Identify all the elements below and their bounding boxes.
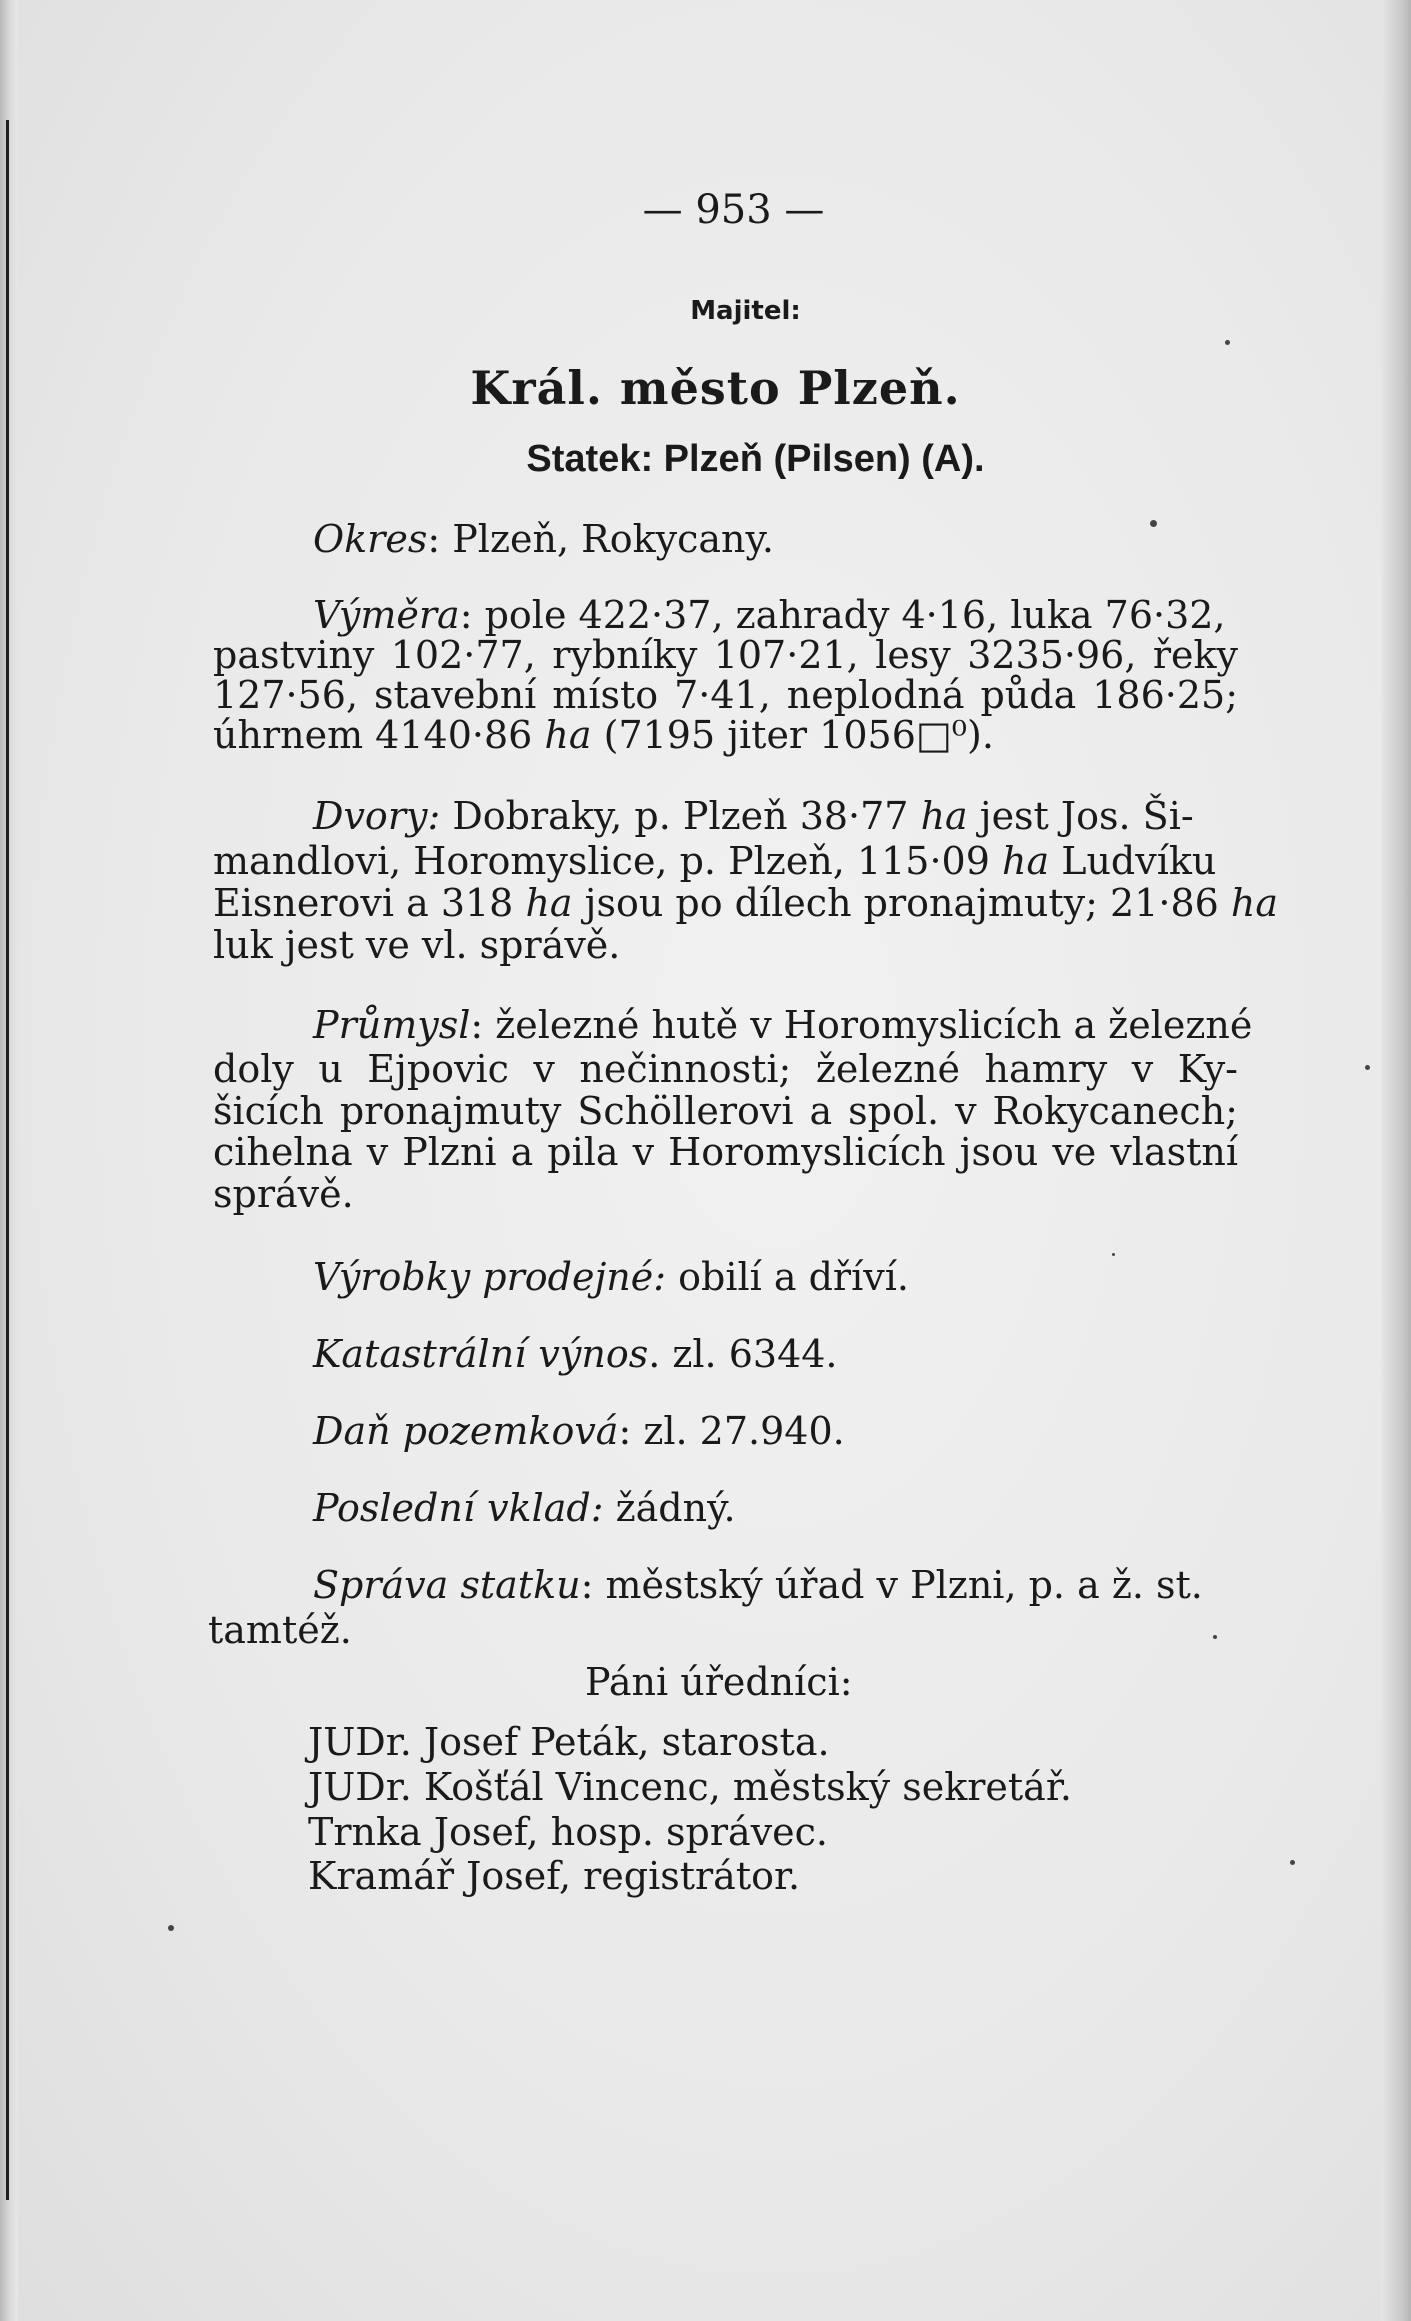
official-entry: JUDr. Josef Peták, starosta. (308, 1720, 830, 1764)
dvory-line-3 (213, 881, 1279, 925)
vymera-line-3: 127·56, stavební místo 7·41, neplodná půda 186·25; (213, 673, 1238, 717)
vymera-line-4 (213, 713, 994, 757)
official-entry: JUDr. Košťál Vincenc, městský sekretář. (308, 1765, 1072, 1809)
sprava-label: Správa statku (313, 1563, 581, 1607)
okres-separator: : (427, 517, 453, 561)
unit-ha: ha (1230, 881, 1279, 925)
dvory-line-1-a: Dobraky, p. Plzeň 38·77 (440, 794, 921, 838)
unit-ha: ha (525, 881, 573, 925)
vymera-line-1-text: : pole 422·37, zahrady 4·16, luka 76·32, (459, 593, 1226, 637)
estate-name: Statek: Plzeň (Pilsen) (A). (526, 438, 985, 480)
vklad-value: žádný. (603, 1486, 736, 1530)
unit-ha: ha (544, 713, 592, 757)
vymera-total: úhrnem 4140·86 (213, 713, 545, 757)
prumysl-line-1-text: : železné hutě v Horomyslicích a železné (470, 1003, 1253, 1047)
vymera-line-1 (313, 593, 1226, 637)
vymera-jiter: (7195 jiter 1056□⁰). (591, 713, 994, 757)
dvory-line-3-a: Eisnerovi a 318 (213, 881, 526, 925)
page-number: — 953 — (642, 187, 825, 233)
dvory-line-2-b: Ludvíku (1049, 839, 1217, 883)
dvory-line-1-b: jest Jos. Ši- (967, 794, 1194, 838)
vyrobky-value: obilí a dříví. (666, 1255, 909, 1299)
dan-line (313, 1409, 845, 1453)
prumysl-line-1 (313, 1003, 1253, 1047)
unit-ha: ha (1001, 839, 1050, 883)
prumysl-line-2: doly u Ejpovic v nečinnosti; železné hamry v Ky- (213, 1047, 1238, 1091)
official-entry: Trnka Josef, hosp. správec. (308, 1810, 829, 1854)
vyrobky-label: Výrobky prodejné: (313, 1255, 667, 1299)
prumysl-line-3: šicích pronajmuty Schöllerovi a spol. v Rokycanech; (213, 1089, 1238, 1133)
prumysl-line-5: správě. (213, 1172, 354, 1216)
dan-value: : zl. 27.940. (618, 1409, 845, 1453)
katastr-value: . zl. 6344. (648, 1332, 838, 1376)
vklad-label: Poslední vklad: (313, 1486, 604, 1530)
dvory-line-2-a: mandlovi, Horomyslice, p. Plzeň, 115·09 (213, 839, 1002, 883)
vymera-label: Výměra (313, 593, 460, 637)
officials-heading: Páni úředníci: (585, 1660, 853, 1704)
dvory-label: Dvory: (313, 794, 441, 838)
sprava-line-1-text: : městský úřad v Plzni, p. a ž. st. (580, 1563, 1203, 1607)
dvory-line-1 (313, 794, 1194, 838)
dan-label: Daň pozemková (313, 1409, 619, 1453)
dvory-line-2 (213, 839, 1217, 883)
official-entry: Kramář Josef, registrátor. (308, 1854, 801, 1898)
unit-ha: ha (920, 794, 968, 838)
dvory-line-4: luk jest ve vl. správě. (213, 923, 621, 967)
okres-line (313, 517, 774, 561)
dvory-line-3-b: jsou po dílech pronajmuty; 21·86 (572, 881, 1231, 925)
sprava-line-2: tamtéž. (208, 1608, 352, 1652)
okres-value: Plzeň, Rokycany. (452, 517, 774, 561)
katastr-label: Katastrální výnos (313, 1332, 649, 1376)
vklad-line (313, 1486, 736, 1530)
okres-label: Okres (313, 517, 428, 561)
katastr-line (313, 1332, 838, 1376)
sprava-line-1 (313, 1563, 1203, 1607)
owner-label: Majitel: (690, 296, 801, 326)
prumysl-label: Průmysl (313, 1003, 471, 1047)
prumysl-line-4: cihelna v Plzni a pila v Horomyslicích jsou ve vlastní (213, 1130, 1238, 1174)
vymera-line-2: pastviny 102·77, rybníky 107·21, lesy 3235·96, řeky (213, 633, 1238, 677)
vyrobky-line (313, 1255, 909, 1299)
owner-name: Král. město Plzeň. (470, 361, 961, 415)
